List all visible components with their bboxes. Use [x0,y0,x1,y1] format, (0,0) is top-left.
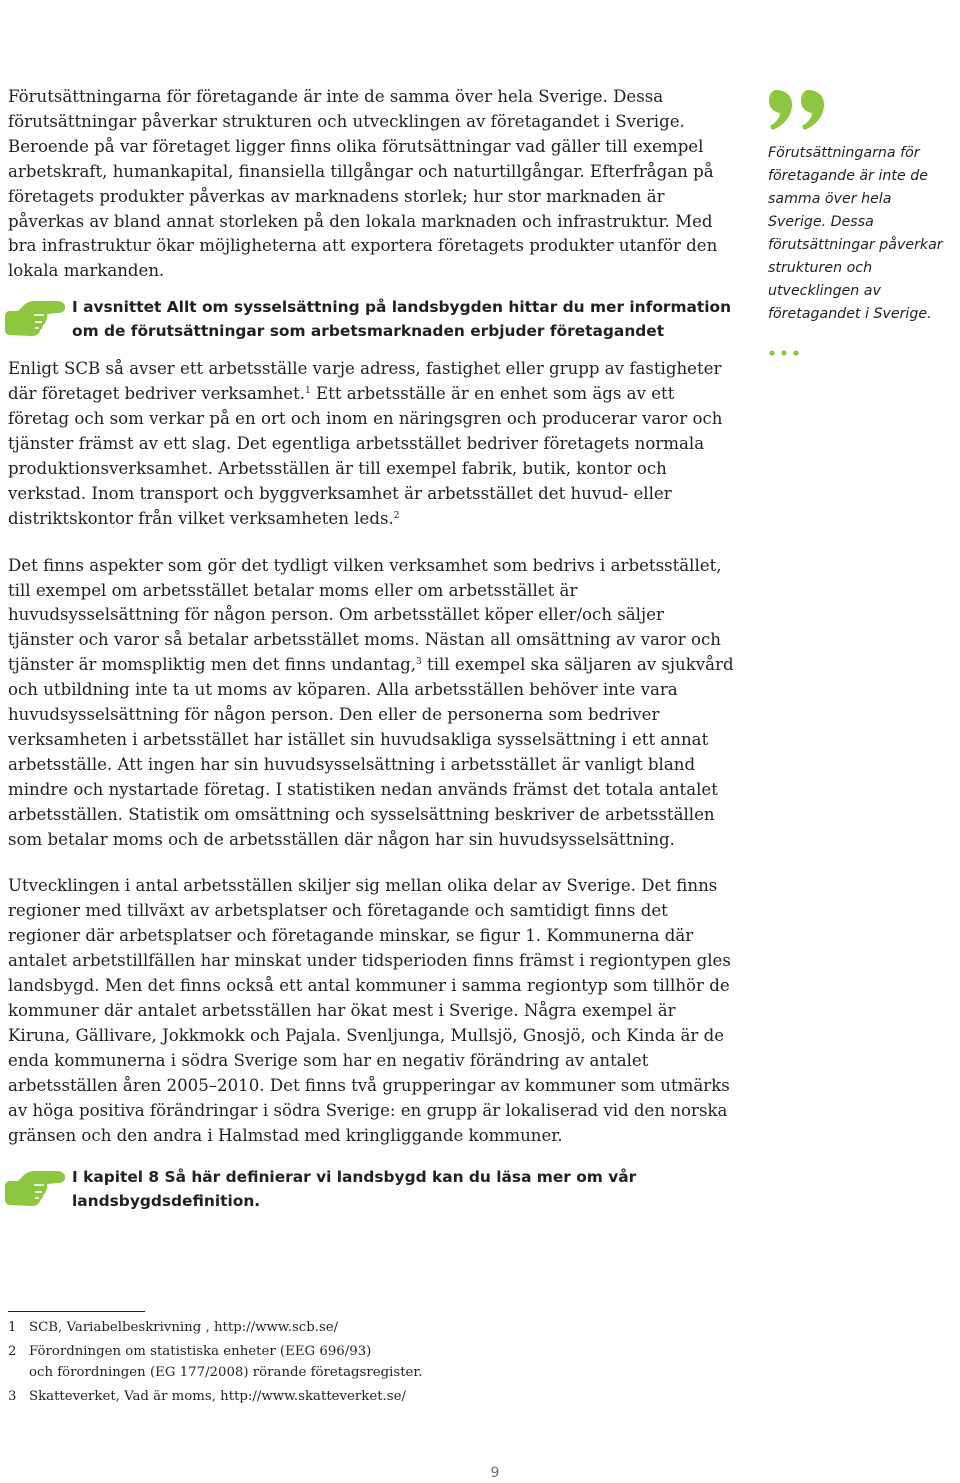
footnote-ref-1[interactable]: 1 [305,386,311,397]
pull-quote [768,88,953,358]
pointing-hand-icon [4,1162,66,1208]
paragraph-arbetsstalle: Enligt SCB så avser ett arbetsställe varje adress, fastighet eller grupp av fastigheter där företaget bedriver verksamhet.$^1$ Ett arbetsställe är en enhet som ägs av ett företag och som verkar på en ort och inom en näringsgren och producerar varor och tjänster främst av ett slag. Det egentliga arbetsstället bedriver företagets normala produktionsverksamhet. Arbetsställen är till exempel fabrik, butik, kontor och verkstad. Inom transport och byggverksamhet är arbetsstället det huvud- eller distriktskontor från vilket verksamheten leds.$^2$ [8,359,723,528]
footnote-ref-3[interactable]: 3 [416,657,422,668]
pull-quote-text: Förutsättningarna för företagande är inte de samma över hela Sverige. Dessa förutsättningar påverkar strukturen och utvecklingen av företagandet i Sverige. [768,145,943,322]
callout-sysselsattning[interactable] [8,296,734,343]
footnote-number: 3 [8,1388,17,1404]
footnote [8,1341,708,1384]
footnote-text: Skatteverket, Vad är moms, http://www.skatteverket.se/ [29,1388,406,1404]
footnote [8,1317,708,1339]
quote-mark-icon [768,88,828,132]
callout-text: I kapitel 8 Så här definierar vi landsbygd kan du läsa mer om vår landsbygdsdefinition. [72,1168,637,1210]
footnote-text: SCB, Variabelbeskrivning , http://www.scb.se/ [29,1320,339,1335]
main-text [8,85,734,1227]
callout-landsbygdsdefinition[interactable] [8,1166,734,1213]
footnotes [8,1317,708,1407]
ellipsis-dots-icon [768,348,808,358]
footnote-ref-2[interactable]: 2 [393,510,400,521]
page-number: 9 [490,1465,500,1481]
pointing-hand-icon [4,292,66,338]
footnote-number: 1 [8,1320,17,1335]
footnote-number: 2 [8,1343,17,1359]
paragraph-intro: Förutsättningarna för företagande är inte de samma över hela Sverige. Dessa förutsättningar påverkar strukturen och utvecklingen av företagandet i Sverige. Beroende på var företaget ligger finns olika förutsättningar vad gäller till exempel arbetskraft, humankapital, finansiella tillgångar och naturtillgångar. Efterfrågan på företagets produkter påverkas av marknadens storlek; hur stor marknaden är påverkas av bland annat storleken på den lokala marknaden och infrastruktur. Med bra infrastruktur ökar möjligheterna att exportera företagets produkter utanför den lokala markanden. [8,87,718,281]
callout-text: I avsnittet Allt om sysselsättning på landsbygden hittar du mer information om de förutsättningar som arbetsmarknaden erbjuder företagandet [72,298,732,340]
footnote [8,1386,708,1408]
paragraph-aspekter: Det finns aspekter som gör det tydligt vilken verksamhet som bedrivs i arbetsstället, till exempel om arbetsstället betalar moms eller om arbetsstället är huvudsysselsättning för någon person. Om arbetsstället köper eller/och säljer tjänster och varor så betalar arbetsstället moms. Nästan all omsättning av varor och tjänster är momspliktig men det finns undantag,$^3$ till exempel ska säljaren av sjukvård och utbildning inte ta ut moms av köparen. Alla arbetsställen behöver inte vara huvudsysselsättning för någon person. Den eller de personerna som bedriver verksamheten i arbetsstället har istället sin huvudsakliga sysselsättning i ett annat arbetsställe. Att ingen har sin huvudsysselsättning i arbetsstället är vanligt bland mindre och nystartade företag. I statistiken nedan används främst det totala antalet arbetsställen. Statistik om omsättning och sysselsättning beskriver de arbetsställen som betalar moms och de arbetsställen där någon har sin huvudsysselsättning. [8,555,734,849]
paragraph-utveckling: Utvecklingen i antal arbetsställen skiljer sig mellan olika delar av Sverige. Det finns regioner med tillväxt av arbetsplatser och företagande och samtidigt finns det regioner där arbetsplatser och företagande minskar, se figur 1. Kommunerna där antalet arbetstillfällen har minskat under tidsperioden finns främst i regiontypen gles landsbygd. Men det finns också ett antal kommuner i samma regiontyp som tillhör de kommuner där antalet arbetsställen har ökat mest i Sverige. Några exempel är Kiruna, Gällivare, Jokkmokk och Pajala. Svenljunga, Mullsjö, Gnosjö, och Kinda är de enda kommunerna i södra Sverige som har en negativ förändring av antalet arbetsställen åren 2005–2010. Det finns två grupperingar av kommuner som utmärks av höga positiva förändringar i södra Sverige: en grupp är lokaliserad vid den norska gränsen och den andra i Halmstad med kringliggande kommuner. [8,876,731,1145]
footnote-rule [8,1311,145,1312]
footnote-text: Förordningen om statistiska enheter (EEG 696/93) och förordningen (EG 177/2008) rörande företagsregister. [29,1343,423,1380]
